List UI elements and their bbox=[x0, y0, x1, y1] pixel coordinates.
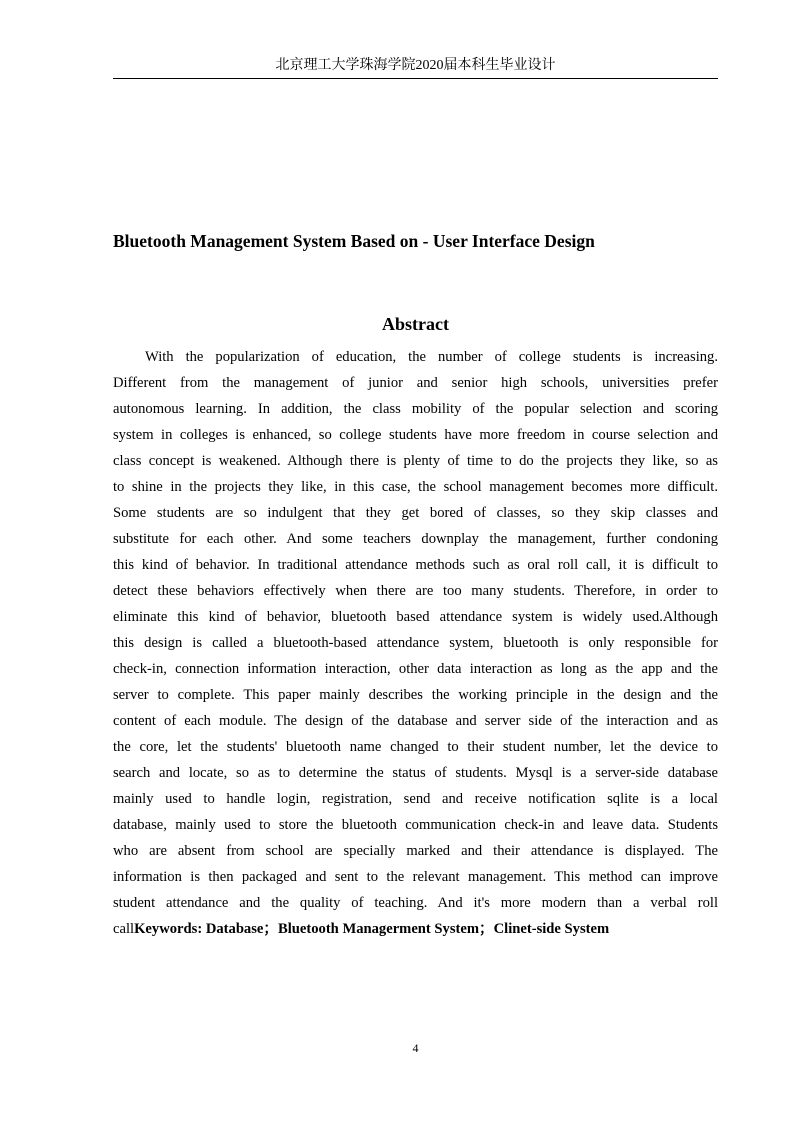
abstract-line: class concept is weakened. Although there is plenty of time to do the projects they like, so as bbox=[113, 453, 718, 469]
abstract-line: detect these behaviors effectively when there are too many students. Therefore, in order to bbox=[113, 583, 718, 599]
abstract-line: student attendance and the quality of teaching. And it's more modern than a verbal roll bbox=[113, 895, 718, 911]
abstract-line: who are absent from school are specially marked and their attendance is displayed. The bbox=[113, 843, 718, 859]
abstract-line: Different from the management of junior and senior high schools, universities prefer bbox=[113, 375, 718, 391]
keywords: Keywords: Database；Bluetooth Managerment System；Clinet-side System bbox=[134, 921, 610, 937]
abstract-body bbox=[113, 344, 718, 942]
abstract-line: search and locate, so as to determine the status of students. Mysql is a server-side database bbox=[113, 765, 718, 781]
abstract-line: eliminate this kind of behavior, bluetooth based attendance system is widely used.Although bbox=[113, 609, 718, 625]
abstract-line: Some students are so indulgent that they get bored of classes, so they skip classes and bbox=[113, 505, 718, 521]
abstract-line: mainly used to handle login, registration, send and receive notification sqlite is a local bbox=[113, 791, 718, 807]
abstract-line: information is then packaged and sent to the relevant management. This method can improve bbox=[113, 869, 718, 885]
abstract-line: With the popularization of education, the number of college students is increasing. bbox=[145, 349, 718, 365]
abstract-line: system in colleges is enhanced, so college students have more freedom in course selection and bbox=[113, 427, 718, 443]
abstract-line: this kind of behavior. In traditional attendance methods such as oral roll call, it is difficult to bbox=[113, 557, 718, 573]
abstract-line: substitute for each other. And some teachers downplay the management, further condoning bbox=[113, 531, 718, 547]
abstract-heading: Abstract bbox=[382, 314, 449, 334]
abstract-final-line bbox=[113, 916, 718, 942]
abstract-line: this design is called a bluetooth-based attendance system, bluetooth is only responsible for bbox=[113, 635, 718, 651]
page-header bbox=[113, 56, 718, 79]
abstract-last-words: call bbox=[113, 921, 135, 937]
abstract-line: database, mainly used to store the bluetooth communication check-in and leave data. Students bbox=[113, 817, 718, 833]
abstract-line: server to complete. This paper mainly describes the working principle in the design and the bbox=[113, 687, 718, 703]
header-text: 北京理工大学珠海学院2020届本科生毕业设计 bbox=[275, 58, 556, 73]
abstract-line: autonomous learning. In addition, the class mobility of the popular selection and scoring bbox=[113, 401, 718, 417]
page-number: 4 bbox=[412, 1041, 419, 1055]
abstract-line: check-in, connection information interaction, other data interaction as long as the app and the bbox=[113, 661, 718, 677]
paper-title: Bluetooth Management System Based on - User Interface Design bbox=[113, 231, 595, 251]
abstract-line: content of each module. The design of the database and server side of the interaction and as bbox=[113, 713, 718, 729]
abstract-line: to shine in the projects they like, in this case, the school management becomes more difficult. bbox=[113, 479, 718, 495]
abstract-line: the core, let the students' bluetooth name changed to their student number, let the device to bbox=[113, 739, 718, 755]
